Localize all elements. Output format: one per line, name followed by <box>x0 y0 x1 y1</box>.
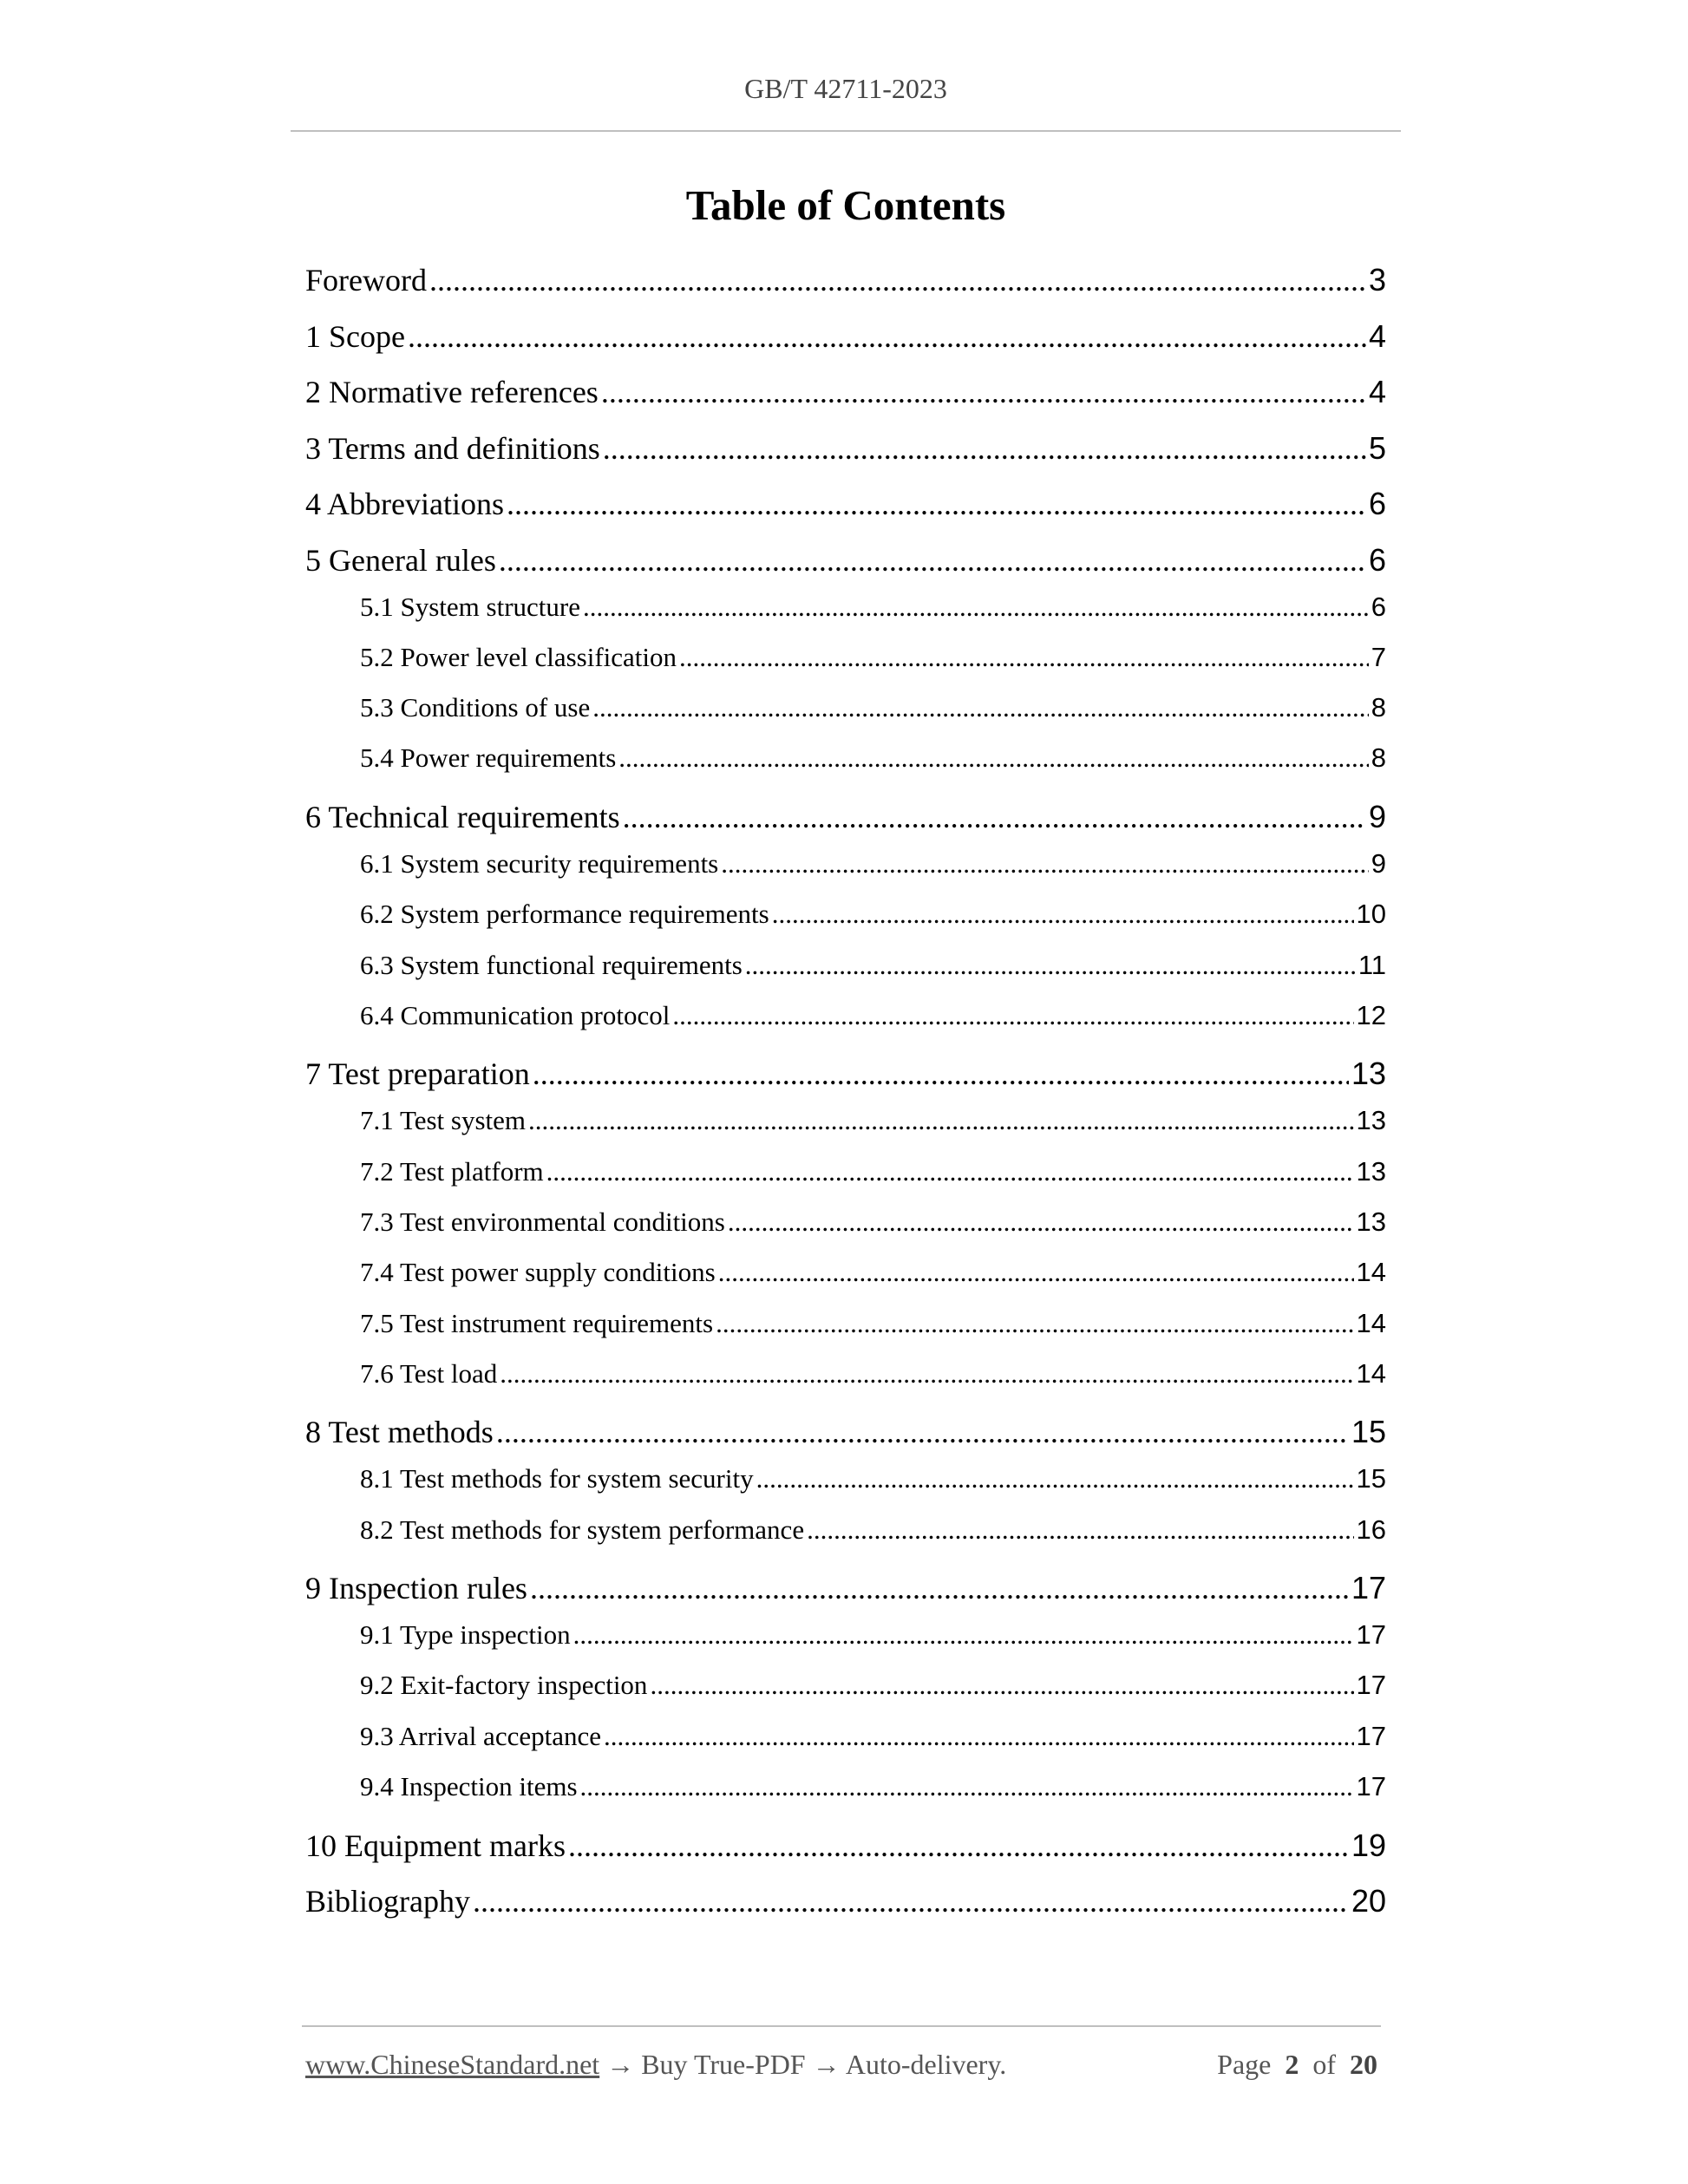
toc-entry[interactable] <box>305 799 1386 835</box>
footer-page-word: Page <box>1217 2049 1272 2080</box>
toc-entry-label: 5.4 Power requirements <box>360 742 617 774</box>
toc-dot-leader <box>583 592 1369 623</box>
toc-dot-leader <box>807 1514 1353 1546</box>
toc-entry[interactable] <box>360 1771 1386 1802</box>
toc-entry-page-number: 17 <box>1356 1720 1386 1751</box>
toc-entry-label: 9.2 Exit-factory inspection <box>360 1670 648 1701</box>
toc-dot-leader <box>429 262 1366 298</box>
toc-entry-label: 8 Test methods <box>305 1415 494 1450</box>
toc-entry-page-number: 17 <box>1356 1619 1386 1651</box>
toc-dot-leader <box>473 1883 1349 1919</box>
toc-entry[interactable] <box>360 1358 1386 1390</box>
toc-entry[interactable] <box>305 262 1386 298</box>
toc-entry-label: 7.3 Test environmental conditions <box>360 1206 725 1237</box>
toc-entry-label: 8.1 Test methods for system security <box>360 1463 754 1494</box>
toc-entry-label: 6 Technical requirements <box>305 799 620 834</box>
toc-entry[interactable] <box>360 1619 1386 1651</box>
toc-entry-label: 6.2 System performance requirements <box>360 899 769 930</box>
toc-entry[interactable] <box>360 1105 1386 1136</box>
toc-dot-leader <box>672 1000 1353 1031</box>
toc-entry-page-number: 14 <box>1356 1257 1386 1288</box>
toc-entry-label: 5.3 Conditions of use <box>360 692 591 723</box>
toc-entry[interactable] <box>305 1570 1386 1606</box>
toc-entry-label: 9.3 Arrival acceptance <box>360 1720 601 1751</box>
toc-entry-label: 6.3 System functional requirements <box>360 949 743 980</box>
page-footer <box>305 2049 1377 2081</box>
toc-entry[interactable] <box>360 950 1386 981</box>
toc-entry-page-number: 17 <box>1356 1771 1386 1801</box>
toc-entry[interactable] <box>305 486 1386 522</box>
toc-dot-leader <box>507 486 1366 522</box>
toc-entry-label: 8.2 Test methods for system performance <box>360 1514 805 1545</box>
toc-entry-label: 6.4 Communication protocol <box>360 999 671 1030</box>
toc-entry[interactable] <box>360 1000 1386 1031</box>
toc-dot-leader <box>745 950 1356 981</box>
footer-page-number <box>1217 2049 1377 2081</box>
toc-entry-label: 6.1 System security requirements <box>360 847 719 879</box>
toc-dot-leader <box>499 542 1366 579</box>
toc-dot-leader <box>568 1828 1349 1864</box>
toc-entry-page-number: 14 <box>1356 1357 1386 1389</box>
footer-site-link[interactable]: www.ChineseStandard.net <box>305 2049 600 2080</box>
footer-promo-text: → Buy True-PDF → Auto-delivery. <box>606 2049 1007 2080</box>
footer-page-of: of <box>1312 2049 1336 2080</box>
toc-entry-page-number: 8 <box>1371 692 1386 723</box>
toc-dot-leader <box>679 642 1369 673</box>
toc-entry-label: 5.1 System structure <box>360 591 580 622</box>
toc-entry[interactable] <box>360 1463 1386 1494</box>
toc-entry-label: 4 Abbreviations <box>305 487 504 521</box>
toc-entry-label: 5 General rules <box>305 542 496 578</box>
toc-dot-leader <box>650 1670 1353 1701</box>
toc-entry-label: 7.1 Test system <box>360 1105 527 1136</box>
toc-entry[interactable] <box>305 1828 1386 1864</box>
toc-entry-page-number: 19 <box>1351 1827 1386 1863</box>
toc-entry-page-number: 3 <box>1368 262 1386 298</box>
toc-entry[interactable] <box>305 1056 1386 1092</box>
toc-entry-page-number: 8 <box>1371 742 1386 774</box>
toc-entry-page-number: 17 <box>1351 1570 1386 1606</box>
toc-entry[interactable] <box>360 1308 1386 1339</box>
toc-dot-leader <box>756 1463 1354 1494</box>
toc-entry-page-number: 20 <box>1351 1883 1386 1919</box>
toc-entry[interactable] <box>360 642 1386 673</box>
toc-entry[interactable] <box>360 1514 1386 1546</box>
toc-entry-label: 1 Scope <box>305 318 405 354</box>
toc-entry-page-number: 11 <box>1358 949 1386 980</box>
toc-entry[interactable] <box>305 374 1386 410</box>
toc-dot-leader <box>528 1105 1354 1136</box>
toc-entry[interactable] <box>360 1156 1386 1187</box>
toc-entry-label: 7.2 Test platform <box>360 1155 544 1187</box>
toc-entry-page-number: 17 <box>1356 1670 1386 1701</box>
toc-dot-leader <box>721 848 1369 879</box>
toc-entry[interactable] <box>360 592 1386 623</box>
toc-entry[interactable] <box>305 430 1386 467</box>
toc-entry[interactable] <box>305 542 1386 579</box>
toc-entry-page-number: 14 <box>1356 1307 1386 1338</box>
toc-dot-leader <box>772 899 1354 930</box>
toc-entry[interactable] <box>360 742 1386 774</box>
toc-entry-page-number: 16 <box>1356 1514 1386 1545</box>
toc-dot-leader <box>603 430 1366 467</box>
toc-entry-label: 2 Normative references <box>305 375 599 409</box>
toc-entry-label: 9 Inspection rules <box>305 1571 527 1606</box>
toc-entry[interactable] <box>360 1257 1386 1288</box>
toc-entry-label: 3 Terms and definitions <box>305 430 600 466</box>
toc-entry-label: 5.2 Power level classification <box>360 641 677 672</box>
toc-entry-label: 7 Test preparation <box>305 1056 530 1092</box>
toc-entry-page-number: 9 <box>1368 798 1386 834</box>
toc-entry-page-number: 4 <box>1368 317 1386 354</box>
toc-entry-label: 7.5 Test instrument requirements <box>360 1307 714 1338</box>
toc-dot-leader <box>618 742 1368 774</box>
toc-entry-label: 10 Equipment marks <box>305 1828 566 1863</box>
toc-entry[interactable] <box>305 1883 1386 1919</box>
toc-entry-label: 7.4 Test power supply conditions <box>360 1257 716 1288</box>
toc-dot-leader <box>728 1206 1354 1238</box>
toc-entry-page-number: 6 <box>1371 591 1386 622</box>
toc-title: Table of Contents <box>685 181 1006 229</box>
toc-dot-leader <box>546 1156 1354 1187</box>
toc-entry-page-number: 7 <box>1371 641 1386 672</box>
toc-entry-label: 7.6 Test load <box>360 1357 498 1389</box>
toc-entry-page-number: 10 <box>1356 899 1386 930</box>
toc-entry-page-number: 13 <box>1351 1056 1386 1092</box>
toc-entry-label: 9.4 Inspection items <box>360 1771 578 1801</box>
toc-entry[interactable] <box>360 1721 1386 1752</box>
toc-entry-label: Bibliography <box>305 1884 470 1919</box>
toc-entry-page-number: 15 <box>1356 1463 1386 1494</box>
toc-entry-page-number: 6 <box>1368 541 1386 578</box>
toc-entry[interactable] <box>305 1414 1386 1450</box>
toc-entry-label: Foreword <box>305 263 427 298</box>
toc-dot-leader <box>408 318 1366 355</box>
toc-dot-leader <box>601 374 1366 410</box>
toc-entry-label: 9.1 Type inspection <box>360 1619 571 1651</box>
toc-entry[interactable] <box>360 692 1386 723</box>
footer-divider <box>302 2025 1381 2027</box>
toc-dot-leader <box>592 692 1369 723</box>
toc-dot-leader <box>496 1414 1349 1450</box>
toc-dot-leader <box>623 799 1366 835</box>
toc-dot-leader <box>530 1570 1349 1606</box>
toc-entry[interactable] <box>360 899 1386 930</box>
toc-entry-page-number: 4 <box>1368 374 1386 409</box>
toc-dot-leader <box>500 1358 1353 1390</box>
toc-entry-page-number: 13 <box>1356 1155 1386 1187</box>
toc-dot-leader <box>604 1721 1354 1752</box>
toc-entry-page-number: 5 <box>1368 429 1386 466</box>
toc-entry-page-number: 6 <box>1368 486 1386 521</box>
toc-entry-page-number: 9 <box>1371 847 1386 879</box>
footer-page-current: 2 <box>1285 2049 1299 2080</box>
toc-dot-leader <box>573 1619 1354 1651</box>
toc-entry[interactable] <box>305 318 1386 355</box>
toc-entry-page-number: 15 <box>1351 1414 1386 1450</box>
toc-entry[interactable] <box>360 1670 1386 1701</box>
page-header-doc-code: GB/T 42711-2023 <box>744 73 947 104</box>
toc-dot-leader <box>718 1257 1354 1288</box>
footer-page-total: 20 <box>1350 2049 1377 2080</box>
toc-entry-page-number: 12 <box>1356 999 1386 1030</box>
toc-dot-leader <box>716 1308 1353 1339</box>
toc-entry-page-number: 13 <box>1356 1105 1386 1136</box>
toc-dot-leader <box>580 1771 1354 1802</box>
toc-entry[interactable] <box>360 848 1386 879</box>
toc-entry-page-number: 13 <box>1356 1206 1386 1237</box>
toc-dot-leader <box>533 1056 1349 1092</box>
toc-entry[interactable] <box>360 1206 1386 1238</box>
